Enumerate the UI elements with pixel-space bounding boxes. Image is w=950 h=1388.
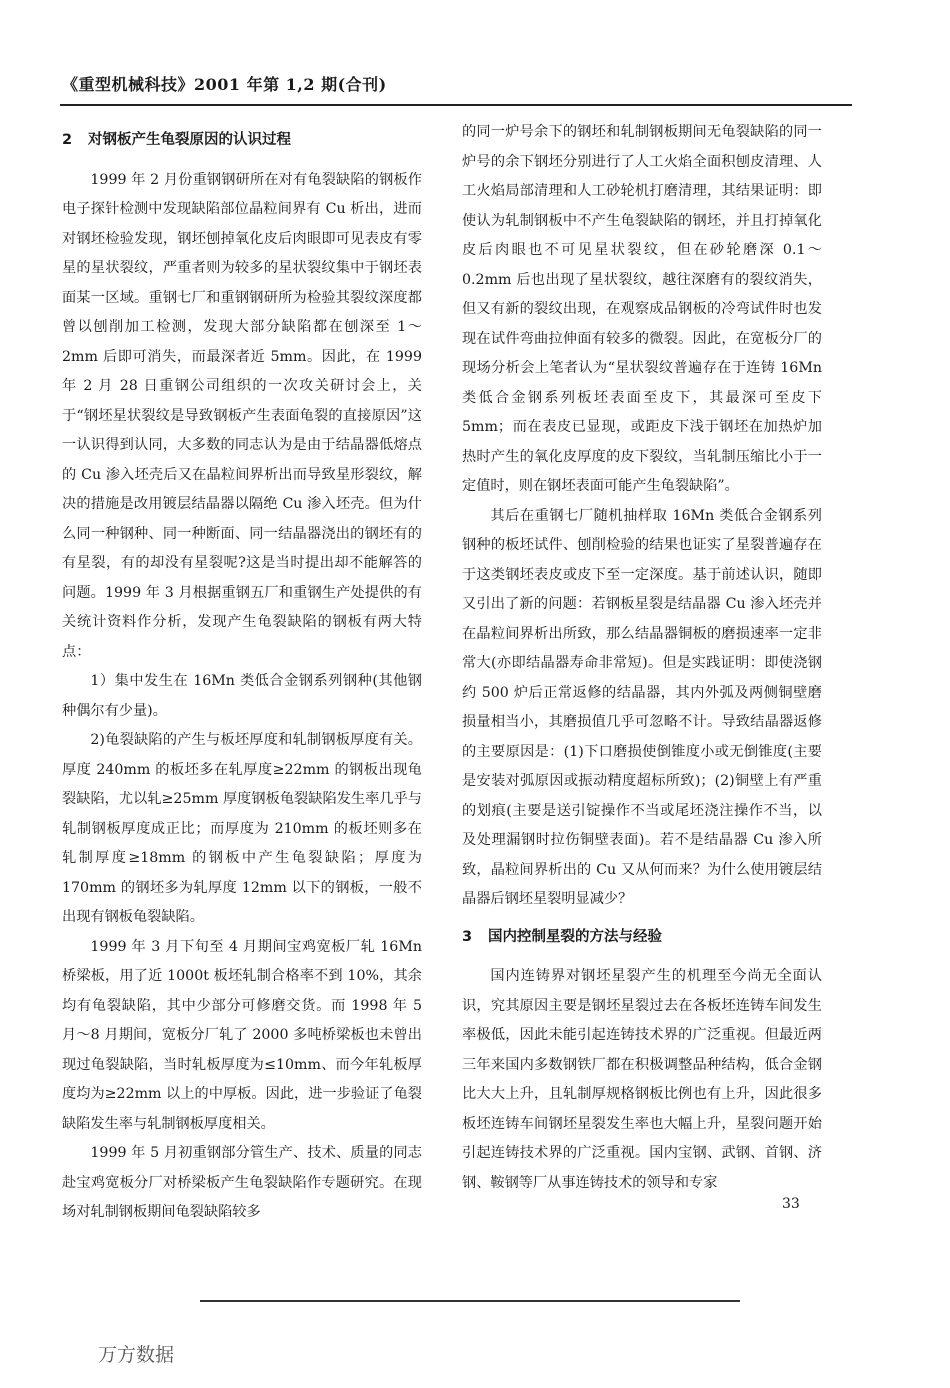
paragraph: 其后在重钢七厂随机抽样取 16Mn 类低合金钢系列钢种的板坯试件、刨削检验的结果也证实了星裂普遍存在于这类钢坯表皮或皮下至一定深度。基于前述认识，随即又引出了新的问题：若钢板星裂是结晶器 Cu 渗入坯壳并在晶粒间界析出所致，那么结晶器铜板的磨损速率一定非常大(亦即结晶器寿命非常短)。但是实践证明：即使浇钢约 500 炉后正常返修的结晶器，其内外弧及两侧铜壁磨损量相当小，其磨损值几乎可忽略不计。导致结晶器返修的主要原因是：(1)下口磨损使倒锥度小或无倒锥度(主要是安装对弧原因或振动精度超标所致)；(2)铜壁上有严重的划痕(主要是送引锭操作不当或尾坯浇注操作不当，以及处理漏钢时拉伤铜壁表面)。若不是结晶器 Cu 渗入所致，晶粒间界析出的 Cu 又从何而来？为什么使用镀层结晶器后钢坯星裂明显减少？: [462, 507, 822, 907]
right-column: [462, 118, 822, 1198]
paragraph: 国内连铸界对钢坯星裂产生的机理至今尚无全面认识，究其原因主要是钢坯星裂过去在各板坯连铸车间发生率极低，因此未能引起连铸技术界的广泛重视。但最近两三年来国内多数钢铁厂都在积极调整品种结构，低合金钢比大大上升，且轧制厚规格钢板比例也有上升，因此很多板坯连铸车间钢坯星裂发生率也大幅上升，星裂问题开始引起连铸技术界的广泛重视。国内宝钢、武钢、首钢、济钢、鞍钢等厂从事连铸技术的领导和专家: [462, 968, 822, 1191]
journal-header: 《重型机械科技》2001 年第 1,2 期(合刊): [62, 75, 387, 94]
paragraph: 1999 年 2 月份重钢钢研所在对有龟裂缺陷的钢板作电子探针检测中发现缺陷部位晶粒间界有 Cu 析出，进而对钢坯检验发现，钢坯刨掉氧化皮后肉眼即可见表皮有零星的星状裂纹，严重者则为较多的星状裂纹集中于钢坯表面某一区域。重钢七厂和重钢钢研所为检验其裂纹深度都曾以刨削加工检测，发现大部分缺陷都在刨深至 1～2mm 后即可消失，而最深者近 5mm。因此，在 1999 年 2 月 28 日重钢公司组织的一次攻关研讨会上，关于“钢坯星状裂纹是导致钢板产生表面龟裂的直接原因”这一认识得到认同，大多数的同志认为是由于结晶器低熔点的 Cu 渗入坯壳后又在晶粒间界析出而导致星形裂纹，解决的措施是改用镀层结晶器以隔绝 Cu 渗入坯壳。但为什么同一种钢种、同一种断面、同一结晶器浇出的钢坯有的有星裂，有的却没有星裂呢?这是当时提出却不能解答的问题。1999 年 3 月根据重钢五厂和重钢生产处提供的有关统计资料作分析，发现产生龟裂缺陷的钢板有两大特点：: [62, 171, 422, 660]
paragraph: 1999 年 5 月初重钢部分管生产、技术、质量的同志赴宝鸡宽板分厂对桥梁板产生龟裂缺陷作专题研究。在现场对轧制钢板期间龟裂缺陷较多: [62, 1145, 422, 1220]
paragraph: 1）集中发生在 16Mn 类低合金钢系列钢种(其他钢种偶尔有少量)。: [62, 673, 422, 719]
header-rule: [60, 104, 852, 106]
page-number: 33: [782, 1196, 800, 1212]
paragraph: 2)龟裂缺陷的产生与板坯厚度和轧制钢板厚度有关。厚度 240mm 的板坯多在轧厚度≥22mm 的钢板出现龟裂缺陷，尤以轧≥25mm 厚度钢板龟裂缺陷发生率几乎与轧制钢板厚度成正比；而厚度为 210mm 的板坯则多在轧制厚度≥18mm 的钢板中产生龟裂缺陷；厚度为 170mm 的钢坯多为轧厚度 12mm 以下的钢板，一般不出现有钢板龟裂缺陷。: [62, 732, 422, 925]
section-2-title: [62, 126, 422, 156]
section-2-number: 2: [62, 132, 73, 148]
section-3-title: [462, 923, 822, 953]
bottom-rule: [200, 1300, 740, 1302]
section-3-number: 3: [462, 928, 473, 945]
section-3-heading: 国内控制星裂的方法与经验: [488, 928, 662, 945]
section-2-heading: 对钢板产生龟裂原因的认识过程: [88, 132, 291, 148]
watermark: 万方数据: [98, 1344, 175, 1366]
left-column: [62, 118, 422, 1228]
paragraph: 1999 年 3 月下旬至 4 月期间宝鸡宽板厂轧 16Mn 桥梁板，用了近 1000t 板坯轧制合格率不到 10%，其余均有龟裂缺陷，其中少部分可修磨交货。而 1998 年 5 月～8 月期间，宽板分厂轧了 2000 多吨桥梁板也未曾出现过龟裂缺陷，当时轧板厚度为≤10mm、而今年轧板厚度均为≥22mm 以上的中厚板。因此，进一步验证了龟裂缺陷发生率与轧制钢板厚度相关。: [62, 938, 422, 1132]
paragraph: 的同一炉号余下的钢坯和轧制钢板期间无龟裂缺陷的同一炉号的余下钢坯分别进行了人工火焰全面积刨皮清理、人工火焰局部清理和人工砂轮机打磨清理，其结果证明：即使认为轧制钢板中不产生龟裂缺陷的钢坯，并且打掉氧化皮后肉眼也不可见星状裂纹，但在砂轮磨深 0.1～0.2mm 后也出现了星状裂纹，越往深磨有的裂纹消失，但又有新的裂纹出现，在观察成品钢板的冷弯试件时也发现在试件弯曲拉伸面有较多的微裂。因此，在宽板分厂的现场分析会上笔者认为“星状裂纹普遍存在于连铸 16Mn 类低合金钢系列板坯表面至皮下，其最深可至皮下 5mm；而在表皮已显现，或距皮下浅于钢坯在加热炉加热时产生的氧化皮厚度的皮下裂纹，当轧制压缩比小于一定值时，则在钢坯表面可能产生龟裂缺陷”。: [462, 124, 822, 494]
